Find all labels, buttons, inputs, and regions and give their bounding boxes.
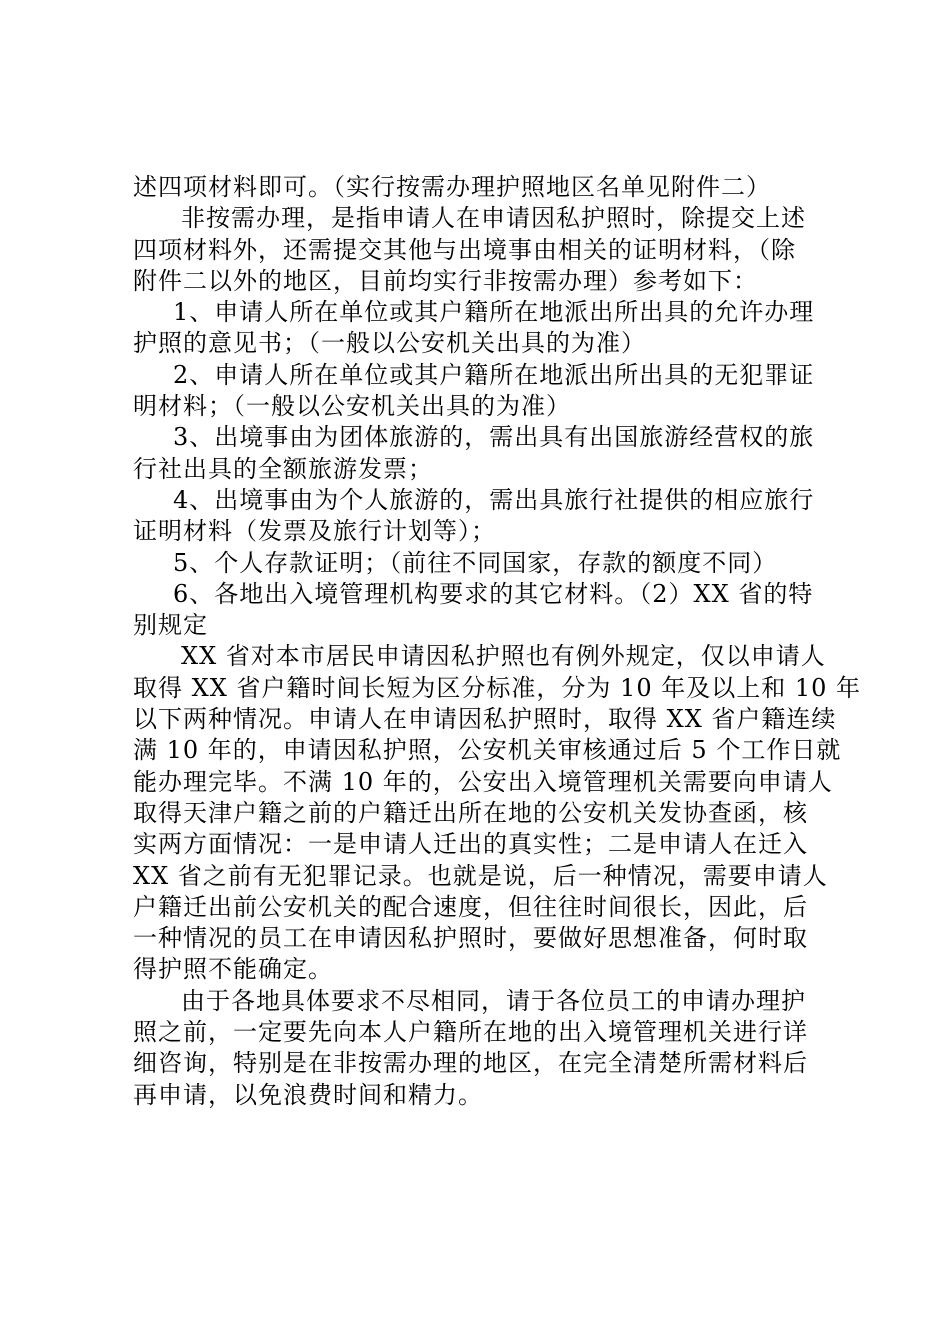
text-line: 四项材料外，还需提交其他与出境事由相关的证明材料，（除 — [133, 235, 796, 264]
list-item: 1、申请人所在单位或其户籍所在地派出所出具的允许办理 — [173, 298, 815, 327]
text-line: 证明材料（发票及旅行计划等）； — [133, 517, 496, 546]
list-item: 6、各地出入境管理机构要求的其它材料。（2）XX 省的特 — [173, 579, 814, 608]
list-item: 3、出境事由为团体旅游的，需出具有出国旅游经营权的旅 — [173, 423, 815, 452]
text-line: 明材料；（一般以公安机关出具的为准） — [133, 392, 571, 421]
text-line: 户籍迁出前公安机关的配合速度，但往往时间很长，因此，后 — [133, 892, 808, 921]
text-line: 能办理完毕。不满 10 年的，公安出入境管理机关需要向申请人 — [133, 767, 833, 796]
text-line: 行社出具的全额旅游发票； — [133, 454, 433, 483]
text-line: 取得天津户籍之前的户籍迁出所在地的公安机关发协查函，核 — [133, 798, 808, 827]
text-line: 实两方面情况：一是申请人迁出的真实性；二是申请人在迁入 — [133, 830, 808, 859]
paragraph-start: 由于各地具体要求不尽相同，请于各位员工的申请办理护 — [181, 986, 806, 1015]
text-line: 取得 XX 省户籍时间长短为区分标准，分为 10 年及以上和 10 年 — [133, 673, 862, 702]
text-line: 细咨询，特别是在非按需办理的地区，在完全清楚所需材料后 — [133, 1049, 808, 1078]
text-line: 照之前，一定要先向本人户籍所在地的出入境管理机关进行详 — [133, 1018, 808, 1047]
paragraph-start: XX 省对本市居民申请因私护照也有例外规定，仅以申请人 — [181, 642, 826, 671]
text-line: 满 10 年的，申请因私护照，公安机关审核通过后 5 个工作日就 — [133, 736, 842, 765]
text-line: 再申请，以免浪费时间和精力。 — [133, 1080, 483, 1109]
text-line: 得护照不能确定。 — [133, 955, 333, 984]
text-line: 护照的意见书；（一般以公安机关出具的为准） — [133, 329, 646, 358]
list-item: 2、申请人所在单位或其户籍所在地派出所出具的无犯罪证 — [173, 360, 815, 389]
text-line: 以下两种情况。申请人在申请因私护照时，取得 XX 省户籍连续 — [133, 705, 837, 734]
text-line: 附件二以外的地区，目前均实行非按需办理）参考如下： — [133, 266, 758, 295]
text-line: 述四项材料即可。（实行按需办理护照地区名单见附件二） — [133, 173, 771, 201]
document-body — [133, 172, 862, 1111]
text-line: XX 省之前有无犯罪记录。也就是说，后一种情况，需要申请人 — [133, 861, 828, 890]
list-item: 5、个人存款证明；（前往不同国家，存款的额度不同） — [173, 548, 778, 577]
paragraph-start: 非按需办理，是指申请人在申请因私护照时，除提交上述 — [181, 204, 806, 233]
text-line: 一种情况的员工在申请因私护照时，要做好思想准备，何时取 — [133, 924, 808, 953]
list-item: 4、出境事由为个人旅游的，需出具旅行社提供的相应旅行 — [173, 485, 815, 514]
text-line: 别规定 — [133, 611, 208, 640]
